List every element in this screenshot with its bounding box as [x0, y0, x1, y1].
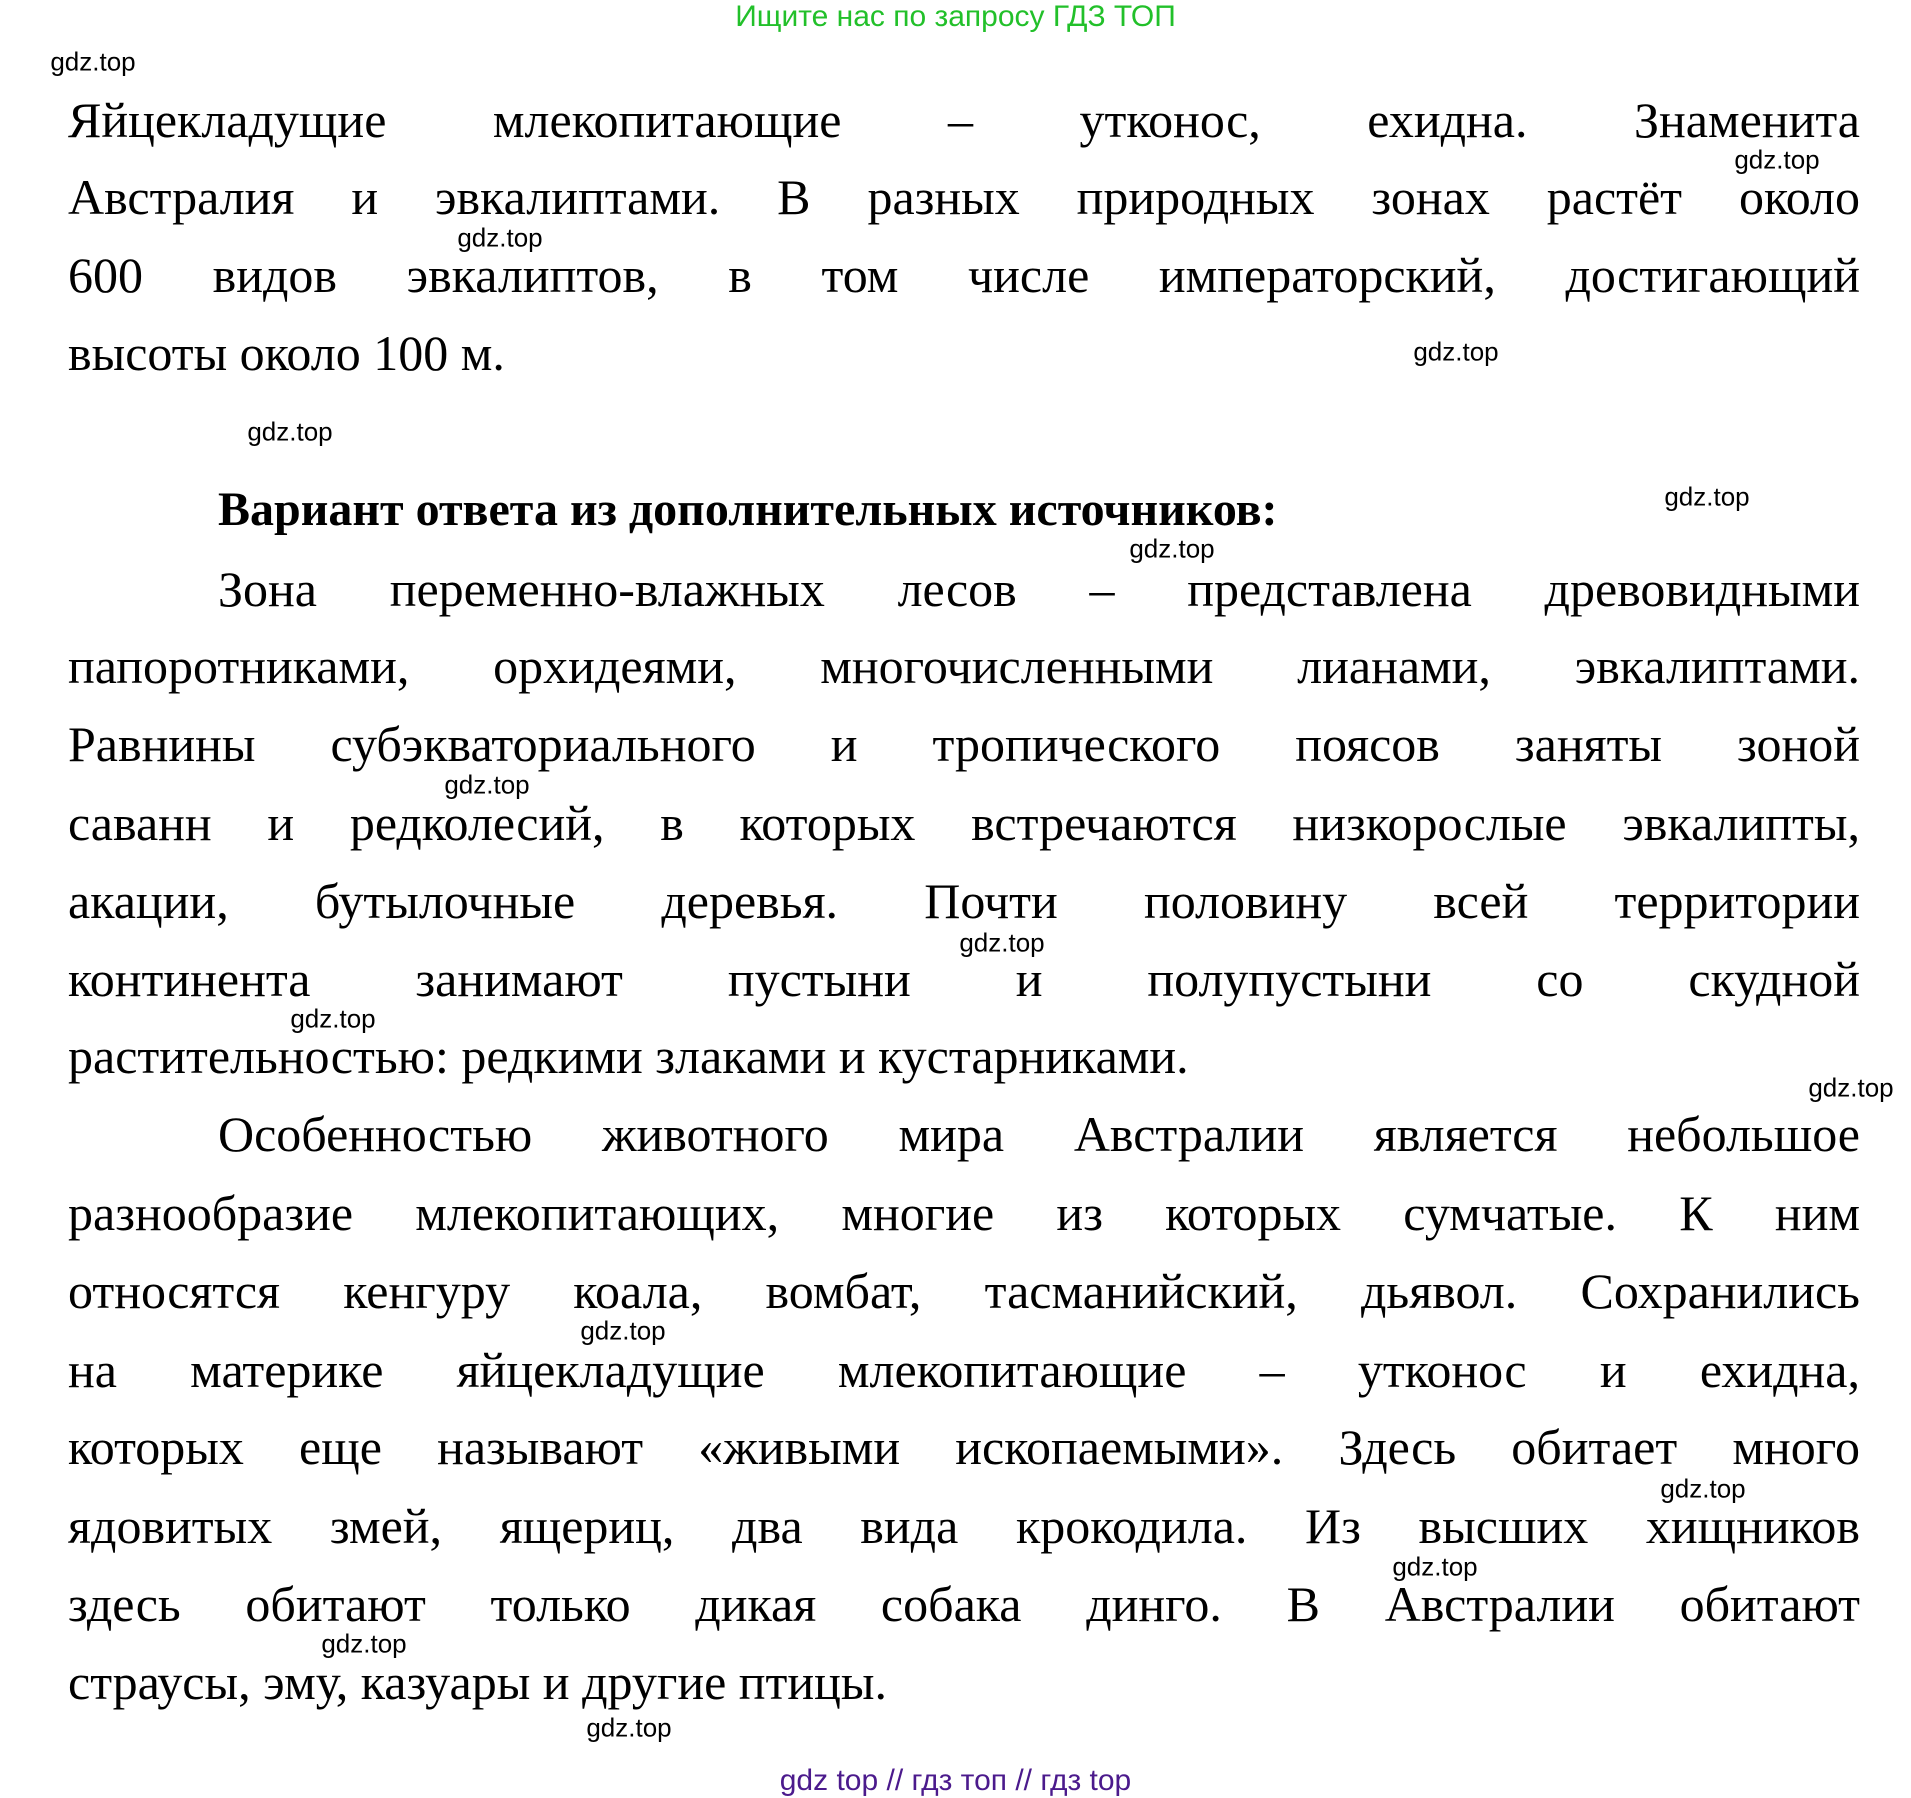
section-heading: Вариант ответа из дополнительных источников: [218, 483, 1278, 536]
watermark: gdz.top [50, 46, 136, 77]
watermark: gdz.top [959, 927, 1045, 958]
text-line: континента занимают пустыни и полупустыни со скудной [68, 951, 1860, 1007]
watermark: gdz.top [457, 222, 543, 253]
watermark: gdz.top [1734, 144, 1820, 175]
text-line: разнообразие млекопитающих, многие из которых сумчатые. К ним [68, 1185, 1860, 1241]
bottom-banner: gdz top // гдз топ // гдз top [779, 1764, 1132, 1797]
watermark: gdz.top [1664, 481, 1750, 512]
text-line: которых еще называют «живыми ископаемыми». Здесь обитает много [68, 1419, 1860, 1475]
watermark: gdz.top [290, 1003, 376, 1034]
watermark: gdz.top [1808, 1072, 1894, 1103]
watermark: gdz.top [1129, 533, 1215, 564]
watermark: gdz.top [321, 1628, 407, 1659]
text-line: ядовитых змей, ящериц, два вида крокодила. Из высших хищников [68, 1498, 1860, 1554]
text-line: относятся кенгуру коала, вомбат, тасманийский, дьявол. Сохранились [68, 1263, 1860, 1319]
text-line: на материке яйцекладущие млекопитающие – утконос и ехидна, [68, 1342, 1860, 1398]
text-line: растительностью: редкими злаками и кустарниками. [68, 1028, 1189, 1084]
watermark: gdz.top [1660, 1473, 1746, 1504]
watermark: gdz.top [1392, 1551, 1478, 1582]
text-line: Особенностью животного мира Австралии является небольшое [218, 1106, 1860, 1162]
text-line: Равнины субэкваториального и тропического поясов заняты зоной [68, 716, 1860, 772]
text-line: Яйцекладущие млекопитающие – утконос, ехидна. Знаменита [68, 92, 1860, 148]
top-banner: Ищите нас по запросу ГДЗ ТОП [735, 0, 1176, 33]
watermark: gdz.top [1413, 336, 1499, 367]
text-line: 600 видов эвкалиптов, в том числе императорский, достигающий [68, 247, 1860, 303]
text-line: папоротниками, орхидеями, многочисленными лианами, эвкалиптами. [68, 638, 1860, 694]
text-line: Зона переменно-влажных лесов – представлена древовидными [218, 561, 1860, 617]
text-line: акации, бутылочные деревья. Почти половину всей территории [68, 873, 1860, 929]
text-line: саванн и редколесий, в которых встречаются низкорослые эвкалипты, [68, 795, 1860, 851]
text-line: страусы, эму, казуары и другие птицы. [68, 1654, 888, 1710]
watermark: gdz.top [444, 769, 530, 800]
text-line: Австралия и эвкалиптами. В разных природных зонах растёт около [68, 169, 1860, 225]
watermark: gdz.top [580, 1315, 666, 1346]
text-line: высоты около 100 м. [68, 325, 505, 381]
watermark: gdz.top [586, 1712, 672, 1743]
watermark: gdz.top [247, 416, 333, 447]
text-line: здесь обитают только дикая собака динго. В Австралии обитают [68, 1576, 1860, 1632]
